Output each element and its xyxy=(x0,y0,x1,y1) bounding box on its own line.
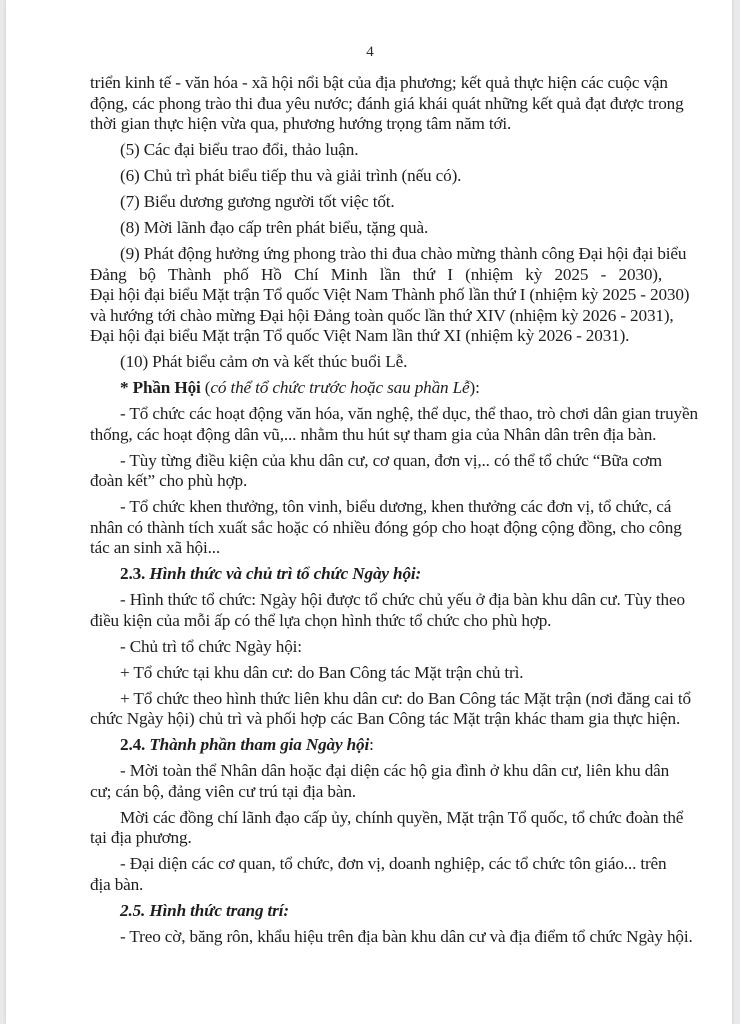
text-line: và hướng tới chào mừng Đại hội Đảng toàn quốc lần thứ XIV (nhiệm kỳ 2026 - 2031), xyxy=(90,305,674,325)
text-line: 2.5. Hình thức trang trí: xyxy=(120,900,289,920)
text-line: triển kinh tế - văn hóa - xã hội nổi bật của địa phương; kết quả thực hiện các cuộc vận xyxy=(90,73,668,92)
agenda-item-6 xyxy=(90,166,662,187)
text-line xyxy=(90,564,662,585)
heading-number: 2.3. xyxy=(120,564,146,583)
heading-title: Thành phần tham gia Ngày hội xyxy=(145,735,370,754)
text-line: (5) Các đại biểu trao đổi, thảo luận. xyxy=(120,140,359,159)
section-heading-2-5 xyxy=(90,901,662,922)
section-2-3-item-4 xyxy=(90,688,691,730)
text-line: - Đại diện các cơ quan, tổ chức, đơn vị, doanh nghiệp, các tổ chức tôn giáo... trên xyxy=(120,854,667,873)
text-line: Đảng bộ Thành phố Hồ Chí Minh lần thứ I (nhiệm kỳ 2025 - 2030), xyxy=(90,264,662,284)
section-2-4-item-2 xyxy=(90,807,684,849)
text-line: nhân có thành tích xuất sắc hoặc có nhiều đóng góp cho hoạt động cộng đồng, cho công xyxy=(90,517,682,537)
phan-hoi-close: ): xyxy=(469,378,480,397)
section-2-4-item-3 xyxy=(90,854,667,895)
text-line: (8) Mời lãnh đạo cấp trên phát biểu, tặng quà. xyxy=(120,218,429,237)
phan-hoi-item-3 xyxy=(90,497,682,559)
section-2-3-item-2 xyxy=(90,637,662,658)
text-line: tại địa phương. xyxy=(90,828,192,847)
heading-number: 2.4. xyxy=(120,735,146,754)
agenda-item-5 xyxy=(90,140,662,161)
text-line: thời gian thực hiện vừa qua, phương hướng trọng tâm năm tới. xyxy=(90,114,512,133)
text-line: + Tổ chức tại khu dân cư: do Ban Công tác Mặt trận chủ trì. xyxy=(120,662,524,682)
agenda-item-7 xyxy=(90,192,662,213)
section-2-4-item-1 xyxy=(90,761,670,802)
paragraph-intro xyxy=(90,73,684,135)
agenda-item-9 xyxy=(90,244,690,347)
text-line: tác an sinh xã hội... xyxy=(90,538,221,557)
text-line: - Hình thức tổ chức: Ngày hội được tổ chức chủ yếu ở địa bàn khu dân cư. Tùy theo xyxy=(120,590,685,609)
heading-title: Hình thức và chủ trì tổ chức Ngày hội: xyxy=(145,564,422,583)
text-line xyxy=(90,735,662,756)
text-line: - Treo cờ, băng rôn, khẩu hiệu trên địa bàn khu dân cư và địa điểm tổ chức Ngày hội. xyxy=(120,926,693,946)
section-heading-2-3 xyxy=(90,564,662,585)
text-line: + Tổ chức theo hình thức liên khu dân cư: do Ban Công tác Mặt trận (nơi đăng cai tổ xyxy=(120,688,691,708)
text-line: địa bàn. xyxy=(90,874,144,894)
text-line: - Tổ chức các hoạt động văn hóa, văn nghệ, thể dục, thể thao, trò chơi dân gian truyền xyxy=(120,404,698,423)
text-line xyxy=(90,378,662,399)
text-line: động, các phong trào thi đua yêu nước; đánh giá khái quát những kết quả đạt được trong xyxy=(90,93,684,113)
heading-colon: : xyxy=(369,735,374,754)
section-2-3-item-1 xyxy=(90,590,685,631)
text-line: Đại hội đại biểu Mặt trận Tổ quốc Việt Nam Thành phố lần thứ I (nhiệm kỳ 2025 - 2030) xyxy=(90,285,690,304)
text-line: thống, các hoạt động dân vũ,... nhằm thu hút sự tham gia của Nhân dân trên địa bàn. xyxy=(90,424,657,444)
text-line: cư; cán bộ, đảng viên cư trú tại địa bàn. xyxy=(90,781,356,801)
text-line: - Tổ chức khen thưởng, tôn vinh, biểu dương, khen thưởng các đơn vị, tổ chức, cá xyxy=(120,497,672,516)
text-line: - Chủ trì tổ chức Ngày hội: xyxy=(120,636,302,656)
phan-hoi-item-1 xyxy=(90,404,698,445)
text-line: - Mời toàn thể Nhân dân hoặc đại diện các hộ gia đình ở khu dân cư, liên khu dân xyxy=(120,761,670,780)
text-line: (9) Phát động hưởng ứng phong trào thi đua chào mừng thành công Đại hội đại biểu xyxy=(120,244,687,263)
section-2-3-item-3 xyxy=(90,663,662,684)
phan-hoi-label: * Phần Hội xyxy=(120,378,201,397)
text-line: - Tùy từng điều kiện của khu dân cư, cơ quan, đơn vị,.. có thể tổ chức “Bữa cơm xyxy=(120,450,662,470)
section-2-5-item-1 xyxy=(90,926,693,948)
text-line: Đại hội đại biểu Mặt trận Tổ quốc Việt Nam lần thứ XI (nhiệm kỳ 2026 - 2031). xyxy=(90,326,630,345)
agenda-item-10 xyxy=(90,352,662,373)
page-number: 4 xyxy=(366,44,374,60)
section-heading-2-4 xyxy=(90,735,662,756)
section-phan-hoi-heading xyxy=(90,378,662,399)
document-body xyxy=(90,73,698,953)
agenda-item-8 xyxy=(90,218,662,239)
text-line: (6) Chủ trì phát biểu tiếp thu và giải trình (nếu có). xyxy=(120,166,462,185)
text-line: Mời các đồng chí lãnh đạo cấp ủy, chính quyền, Mặt trận Tổ quốc, tổ chức đoàn thể xyxy=(120,807,684,827)
text-line: chức Ngày hội) chủ trì và phối hợp các Ban Công tác Mặt trận khác tham gia thực hiện. xyxy=(90,709,681,728)
phan-hoi-item-2 xyxy=(90,451,662,492)
text-line: điều kiện của mỗi ấp có thể lựa chọn hình thức tổ chức cho phù hợp. xyxy=(90,610,552,630)
phan-hoi-note: có thể tổ chức trước hoặc sau phần Lễ xyxy=(210,378,470,397)
text-line: (10) Phát biểu cảm ơn và kết thúc buổi Lễ. xyxy=(120,352,408,371)
text-line: đoàn kết” cho phù hợp. xyxy=(90,471,248,490)
text-line: (7) Biểu dương gương người tốt việc tốt. xyxy=(120,192,395,211)
phan-hoi-open-paren: ( xyxy=(200,378,211,397)
